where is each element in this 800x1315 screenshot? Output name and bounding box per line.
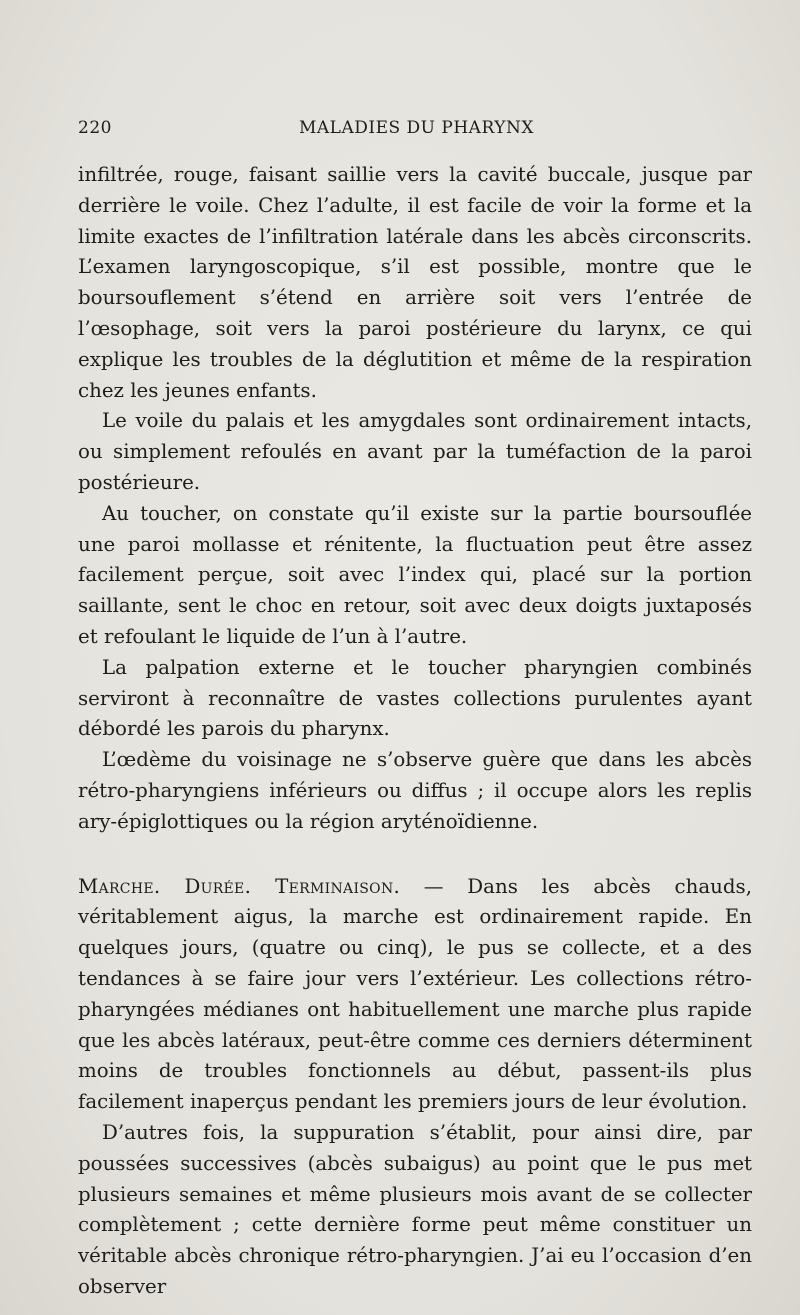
page-number: 220 bbox=[78, 118, 112, 138]
paragraph-oedeme: L’œdème du voisinage ne s’observe guère que dans les abcès rétro-pharyngiens inférieurs ou diffus ; il occupe alors les replis ary-épiglottiques ou la région aryténoïdienne. bbox=[78, 748, 752, 833]
paragraph-palpation: La palpation externe et le toucher pharyngien combinés serviront à reconnaître de vastes collections purulentes ayant débordé les parois du pharynx. bbox=[78, 655, 752, 741]
paragraph-suppuration: D’autres fois, la suppuration s’établit, pour ainsi dire, par poussées successives (abcès subaigus) au point que le pus met plusieurs semaines et même plusieurs mois avant de se collecter complètement ; cette dernière forme peut même constituer un véritable abcès chronique rétro-pharyngien. J’ai eu l’occasion d’en observer bbox=[78, 1120, 752, 1298]
page-header bbox=[78, 118, 752, 146]
body-text bbox=[78, 160, 752, 1303]
section-heading: Marche. Durée. Terminaison. bbox=[78, 874, 401, 898]
paragraph-continuation: infiltrée, rouge, faisant saillie vers la cavité buccale, jusque par derrière le voile. Chez l’adulte, il est facile de voir la forme et la limite exactes de l’infiltration latérale dans les abcès circonscrits. L’examen laryngoscopique, s’il est possible, montre que le boursouflement s’étend en arrière soit vers l’entrée de l’œsophage, soit vers la paroi postérieure du larynx, ce qui explique les troubles de la déglutition et même de la respiration chez les jeunes enfants. bbox=[78, 163, 752, 402]
section-paragraph-marche bbox=[78, 872, 752, 1118]
paragraph-toucher: Au toucher, on constate qu’il existe sur la partie boursouflée une paroi mollasse et rénitente, la fluctuation peut être assez facilement perçue, soit avec l’index qui, placé sur la portion saillante, sent le choc en retour, soit avec deux doigts juxtaposés et refoulant le liquide de l’un à l’autre. bbox=[78, 501, 752, 648]
section-first-text: Dans les abcès chauds, véritablement aigus, la marche est ordinairement rapide. En quelques jours, (quatre ou cinq), le pus se collecte, et a des tendances à se faire jour vers l’extérieur. Les collections rétro-pharyngées médianes ont habituellement une marche plus rapide que les abcès latéraux, peut-être comme ces derniers déterminent moins de troubles fonctionnels au début, passent-ils plus facilement inaperçus pendant les premiers jours de leur évolution. bbox=[78, 874, 752, 1114]
paragraph-voile: Le voile du palais et les amygdales sont ordinairement intacts, ou simplement refoulés en avant par la tuméfaction de la paroi postérieure. bbox=[78, 409, 752, 494]
section-dash: — bbox=[400, 874, 468, 898]
running-title: MALADIES DU PHARYNX bbox=[299, 118, 534, 138]
